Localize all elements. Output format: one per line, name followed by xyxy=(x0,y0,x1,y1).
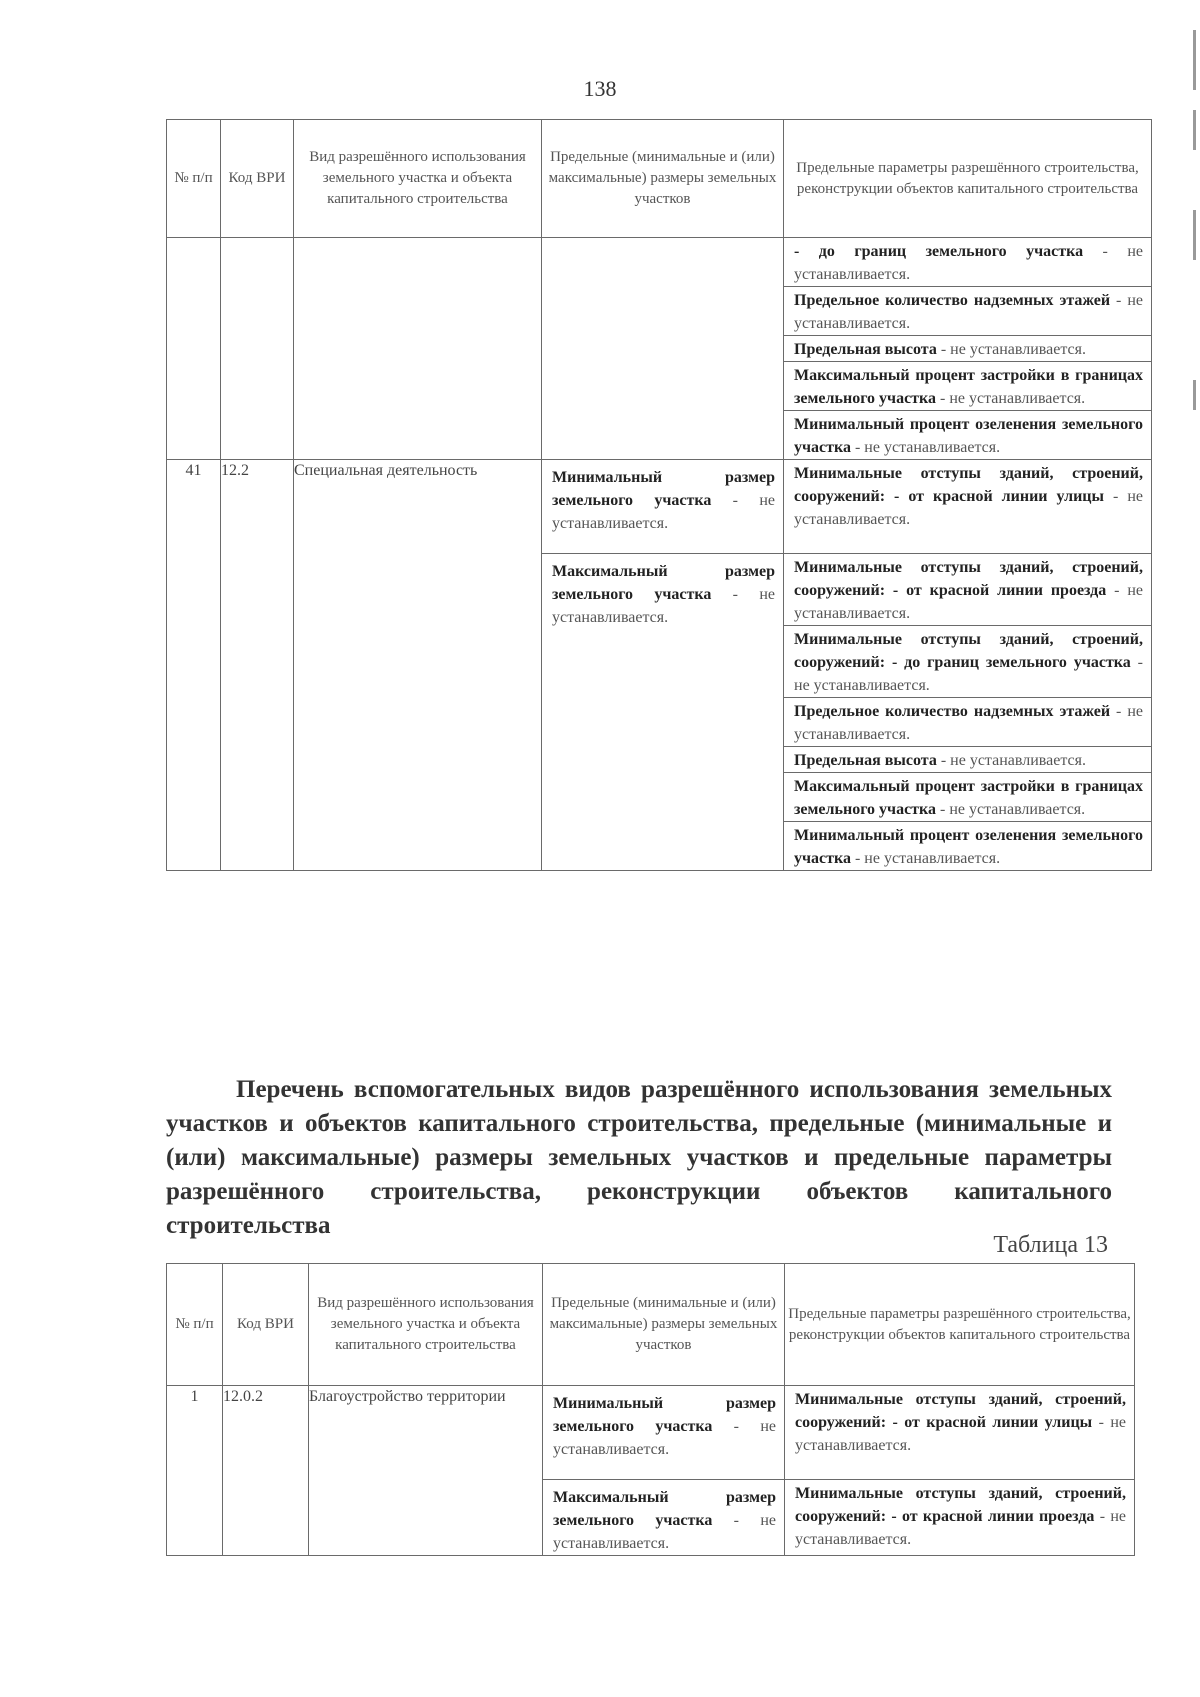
param-item: Максимальный процент застройки в границах земельного участка - не устанавливается. xyxy=(784,773,1151,822)
table-caption: Таблица 13 xyxy=(993,1232,1108,1258)
params-cell xyxy=(785,1386,1135,1556)
header-num: № п/п xyxy=(167,120,221,238)
min-size: Минимальный размер земельного участка - не устанавливается. xyxy=(542,460,783,554)
param-item: Минимальные отступы зданий, строений, сооружений: - от красной линии улицы - не устанавливается. xyxy=(785,1386,1134,1480)
param-item: Минимальный процент озеленения земельного участка - не устанавливается. xyxy=(794,827,1143,867)
row-kind: Специальная деятельность xyxy=(294,460,542,871)
table-main-permitted-uses xyxy=(166,119,1152,871)
row-code: 12.0.2 xyxy=(223,1386,309,1556)
row-num: 41 xyxy=(167,460,221,871)
header-params: Предельные параметры разрешённого строительства, реконструкции объектов капитального строительства xyxy=(785,1264,1135,1386)
header-code: Код ВРИ xyxy=(221,120,294,238)
table-row xyxy=(167,1386,1135,1556)
param-item: Предельная высота - не устанавливается. xyxy=(784,747,1151,773)
min-size: Минимальный размер земельного участка - не устанавливается. xyxy=(543,1386,784,1480)
sizes-cell xyxy=(543,1386,785,1556)
header-num: № п/п xyxy=(167,1264,223,1386)
table-header-row xyxy=(167,120,1152,238)
header-kind: Вид разрешённого использования земельного участка и объекта капитального строительства xyxy=(309,1264,543,1386)
header-code: Код ВРИ xyxy=(223,1264,309,1386)
table-row-continued xyxy=(167,238,1152,460)
max-size: Максимальный размер земельного участка - не устанавливается. xyxy=(552,563,775,626)
params-cell xyxy=(784,238,1152,460)
row-kind: Благоустройство территории xyxy=(309,1386,543,1556)
table-auxiliary-permitted-uses xyxy=(166,1263,1135,1556)
param-item: - до границ земельного участка - не устанавливается. xyxy=(784,238,1151,287)
param-item: Минимальные отступы зданий, строений, сооружений: - от красной линии проезда - не устанавливается. xyxy=(784,554,1151,626)
page-number: 138 xyxy=(583,76,617,101)
param-item: Предельная высота - не устанавливается. xyxy=(784,336,1151,362)
params-cell xyxy=(784,460,1152,871)
sizes-cell xyxy=(542,460,784,871)
param-item: Минимальные отступы зданий, строений, сооружений: - от красной линии улицы - не устанавливается. xyxy=(784,460,1151,554)
section-heading: Перечень вспомогательных видов разрешённого использования земельных участков и объектов капитального строительства, предельные (минимальные и (или) максимальные) размеры земельных участков и предельные параметры разрешённого строительства, реконструкции объектов капитального строительства xyxy=(166,1076,1112,1239)
header-sizes: Предельные (минимальные и (или) максимальные) размеры земельных участков xyxy=(543,1264,785,1386)
header-sizes: Предельные (минимальные и (или) максимальные) размеры земельных участков xyxy=(542,120,784,238)
table-row xyxy=(167,460,1152,871)
row-code: 12.2 xyxy=(221,460,294,871)
param-item: Предельное количество надземных этажей - не устанавливается. xyxy=(784,287,1151,336)
header-kind: Вид разрешённого использования земельного участка и объекта капитального строительства xyxy=(294,120,542,238)
param-item: Минимальные отступы зданий, строений, сооружений: - до границ земельного участка - не устанавливается. xyxy=(784,626,1151,698)
table-header-row xyxy=(167,1264,1135,1386)
header-params: Предельные параметры разрешённого строительства, реконструкции объектов капитального строительства xyxy=(784,120,1152,238)
param-item: Максимальный процент застройки в границах земельного участка - не устанавливается. xyxy=(784,362,1151,411)
param-item: Минимальный процент озеленения земельного участка - не устанавливается. xyxy=(794,416,1143,456)
param-item: Предельное количество надземных этажей - не устанавливается. xyxy=(784,698,1151,747)
row-num: 1 xyxy=(167,1386,223,1556)
max-size: Максимальный размер земельного участка - не устанавливается. xyxy=(553,1489,776,1552)
param-item: Минимальные отступы зданий, строений, сооружений: - от красной линии проезда - не устанавливается. xyxy=(795,1485,1126,1548)
